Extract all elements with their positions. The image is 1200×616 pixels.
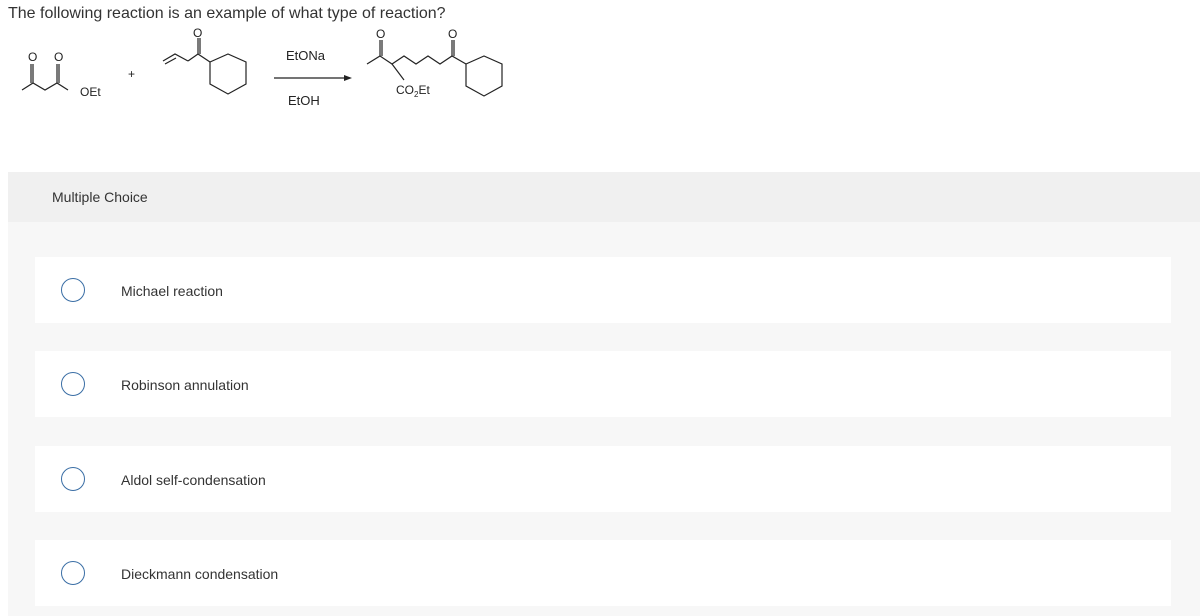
reagent-below-arrow: EtOH bbox=[288, 93, 320, 108]
options-area bbox=[8, 222, 1200, 616]
option-label: Dieckmann condensation bbox=[121, 566, 279, 582]
radio-circle-icon[interactable] bbox=[61, 561, 85, 585]
reactant-ethyl-acetoacetate bbox=[22, 64, 68, 90]
option-label: Michael reaction bbox=[121, 283, 223, 299]
product-oxygen-2: O bbox=[448, 28, 458, 41]
option-michael-reaction[interactable] bbox=[35, 257, 1171, 323]
option-aldol-self-condensation[interactable] bbox=[35, 446, 1171, 512]
option-label: Robinson annulation bbox=[121, 377, 249, 393]
reaction-scheme bbox=[0, 28, 560, 138]
option-robinson-annulation[interactable] bbox=[35, 351, 1171, 417]
option-dieckmann-condensation[interactable] bbox=[35, 540, 1171, 606]
reactant-vinyl-ketone bbox=[163, 38, 246, 94]
reactant1-oet-label: OEt bbox=[80, 85, 101, 99]
radio-circle-icon[interactable] bbox=[61, 372, 85, 396]
product-co2et-label: $CO_2Et$ bbox=[396, 83, 430, 99]
product-structure bbox=[367, 40, 502, 96]
multiple-choice-header bbox=[8, 172, 1200, 222]
radio-circle-icon[interactable] bbox=[61, 278, 85, 302]
multiple-choice-title: Multiple Choice bbox=[52, 189, 148, 205]
option-label: Aldol self-condensation bbox=[121, 472, 266, 488]
question-text: The following reaction is an example of what type of reaction? bbox=[8, 5, 446, 22]
product-oxygen-1: O bbox=[376, 28, 386, 41]
reaction-diagram bbox=[0, 28, 560, 138]
plus-sign: + bbox=[128, 67, 136, 81]
radio-circle-icon[interactable] bbox=[61, 467, 85, 491]
reactant1-oxygen-2: O bbox=[54, 50, 64, 64]
reaction-arrow-head bbox=[344, 75, 352, 81]
reactant2-oxygen: O bbox=[193, 28, 203, 40]
reactant1-oxygen-1: O bbox=[28, 50, 38, 64]
reagent-above-arrow: EtONa bbox=[286, 48, 326, 63]
